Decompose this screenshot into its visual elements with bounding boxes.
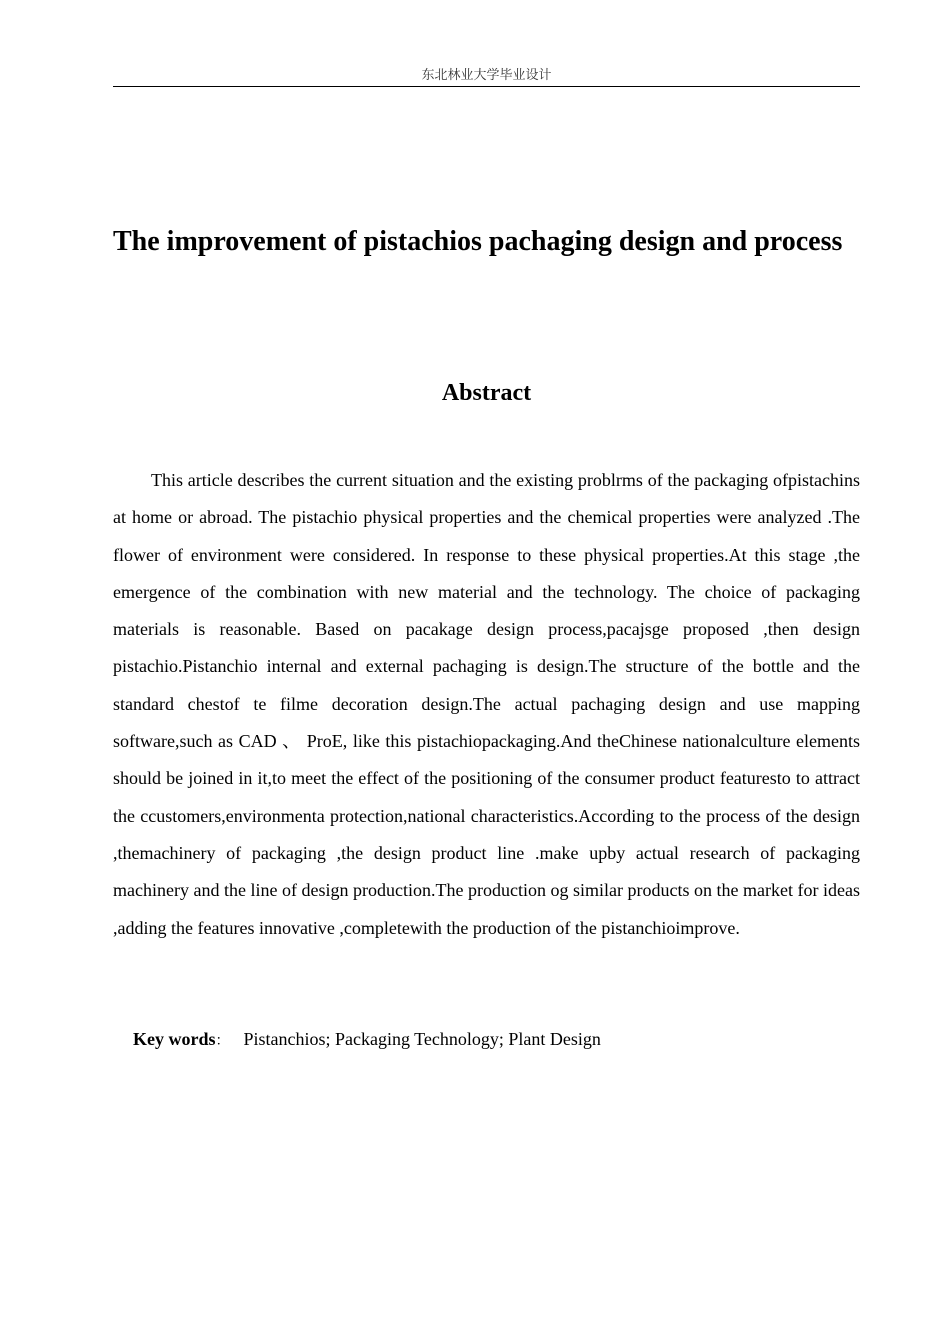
- keywords-label: Key words: [133, 1029, 216, 1049]
- header-text: 东北林业大学毕业设计: [421, 68, 552, 83]
- keywords-value: Pistanchios; Packaging Technology; Plant Design: [243, 1029, 601, 1049]
- page-header: [113, 66, 860, 87]
- document-title: The improvement of pistachios pachaging design and process: [113, 226, 843, 257]
- keywords-line: [133, 1021, 860, 1059]
- abstract-body: This article describes the current situation and the existing problrms of the packaging ofpistachins at home or abroad. The pistachio physical properties and the chemical properties were analyzed .The flower of environment were considered. In response to these physical properties.At this stage ,the emergence of the combination with new material and the technology. The choice of packaging materials is reasonable. Based on pacakage design process,pacajsge proposed ,then design pistachio.Pistanchio internal and external pachaging is design.The structure of the bottle and the standard chestof te filme decoration design.The actual pachaging design and use mapping software,such as CAD 、 ProE, like this pistachiopackaging.And theChinese nationalculture elements should be joined in it,to meet the effect of the positioning of the consumer product featuresto to attract the ccustomers,environmenta protection,national characteristics.According to the process of the design ,themachinery of packaging ,the design product line .make upby actual research of packaging machinery and the line of design production.The production og similar products on the market for ideas ,adding the features innovative ,completewith the production of the pistanchioimprove.: [113, 470, 860, 938]
- keywords-separator: ：: [215, 1033, 230, 1049]
- abstract-heading: Abstract: [441, 380, 532, 406]
